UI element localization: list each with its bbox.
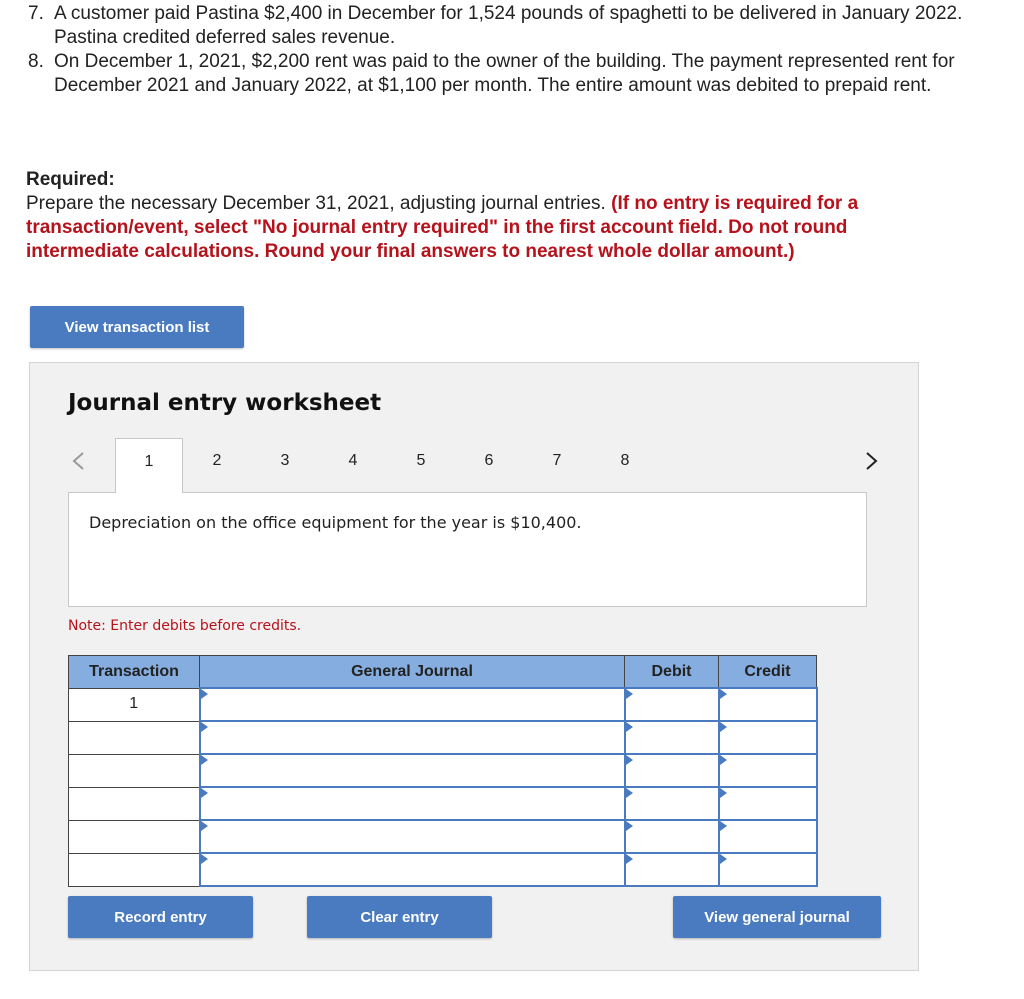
table-row (69, 787, 817, 820)
triangle-right-icon (626, 788, 633, 798)
item-number: 8. (28, 51, 44, 72)
account-field[interactable] (200, 688, 625, 721)
transaction-cell: 1 (69, 688, 200, 721)
header-credit: Credit (719, 656, 817, 689)
debit-field[interactable] (625, 754, 719, 787)
transaction-cell (69, 853, 200, 886)
table-row (69, 853, 817, 886)
tab-2[interactable]: 2 (212, 452, 222, 469)
credit-field[interactable] (719, 820, 817, 853)
triangle-right-icon (201, 755, 208, 765)
chevron-left-icon[interactable] (67, 449, 91, 473)
tab-1[interactable]: 1 (115, 438, 183, 493)
journal-entry-worksheet (29, 362, 919, 971)
account-field[interactable] (200, 820, 625, 853)
header-general-journal: General Journal (200, 656, 625, 689)
required-instruction: (If no entry is required for a transaction/event, select "No journal entry required" in the first account field. Do not round intermediate calculations. Round your final answers to nearest whole dollar amount.) (26, 193, 859, 262)
triangle-right-icon (626, 689, 633, 699)
chevron-right-icon[interactable] (859, 449, 883, 473)
view-general-journal-button[interactable]: View general journal (673, 896, 881, 938)
credit-field[interactable] (719, 754, 817, 787)
debit-field[interactable] (625, 787, 719, 820)
debit-field[interactable] (625, 721, 719, 754)
triangle-right-icon (720, 821, 727, 831)
triangle-right-icon (720, 722, 727, 732)
triangle-right-icon (201, 821, 208, 831)
account-field[interactable] (200, 787, 625, 820)
table-row (69, 820, 817, 853)
transaction-cell (69, 721, 200, 754)
table-row (69, 688, 817, 721)
item-number: 7. (28, 3, 44, 24)
triangle-right-icon (720, 689, 727, 699)
table-header-row (69, 656, 817, 689)
transaction-cell (69, 820, 200, 853)
transaction-cell (69, 754, 200, 787)
transaction-cell (69, 787, 200, 820)
credit-field[interactable] (719, 853, 817, 886)
triangle-right-icon (720, 854, 727, 864)
triangle-right-icon (626, 722, 633, 732)
triangle-right-icon (626, 755, 633, 765)
triangle-right-icon (201, 722, 208, 732)
tab-6[interactable]: 6 (484, 452, 494, 469)
account-field[interactable] (200, 853, 625, 886)
worksheet-title: Journal entry worksheet (68, 390, 382, 416)
tab-3[interactable]: 3 (280, 452, 290, 469)
header-transaction: Transaction (69, 656, 200, 689)
credit-field[interactable] (719, 688, 817, 721)
triangle-right-icon (720, 788, 727, 798)
triangle-right-icon (720, 755, 727, 765)
tab-5[interactable]: 5 (416, 452, 426, 469)
tab-7[interactable]: 7 (552, 452, 562, 469)
credit-field[interactable] (719, 787, 817, 820)
debit-field[interactable] (625, 688, 719, 721)
clear-entry-button[interactable]: Clear entry (307, 896, 492, 938)
record-entry-button[interactable]: Record entry (68, 896, 253, 938)
problem-items (28, 2, 998, 98)
tab-4[interactable]: 4 (348, 452, 358, 469)
view-transaction-list-button[interactable]: View transaction list (30, 306, 244, 348)
transaction-description: Depreciation on the office equipment for the year is $10,400. (89, 513, 582, 532)
required-section (26, 168, 956, 264)
table-row (69, 754, 817, 787)
entry-note: Note: Enter debits before credits. (68, 618, 302, 634)
required-heading: Required: (26, 169, 115, 190)
item-text: A customer paid Pastina $2,400 in December for 1,524 pounds of spaghetti to be delivered in January 2022. Pastina credited deferred sales revenue. (54, 3, 963, 48)
account-field[interactable] (200, 754, 625, 787)
required-text: Prepare the necessary December 31, 2021, adjusting journal entries. (26, 193, 606, 214)
triangle-right-icon (201, 689, 208, 699)
account-field[interactable] (200, 721, 625, 754)
triangle-right-icon (201, 788, 208, 798)
table-row (69, 721, 817, 754)
journal-table (68, 655, 818, 887)
tab-8[interactable]: 8 (620, 452, 630, 469)
problem-item-7 (28, 2, 998, 50)
triangle-right-icon (626, 821, 633, 831)
transaction-description-box (68, 492, 867, 607)
debit-field[interactable] (625, 853, 719, 886)
triangle-right-icon (201, 854, 208, 864)
header-debit: Debit (625, 656, 719, 689)
triangle-right-icon (626, 854, 633, 864)
debit-field[interactable] (625, 820, 719, 853)
credit-field[interactable] (719, 721, 817, 754)
problem-item-8 (28, 50, 998, 98)
item-text: On December 1, 2021, $2,200 rent was paid to the owner of the building. The payment represented rent for December 2021 and January 2022, at $1,100 per month. The entire amount was debited to prepaid rent. (54, 51, 955, 96)
